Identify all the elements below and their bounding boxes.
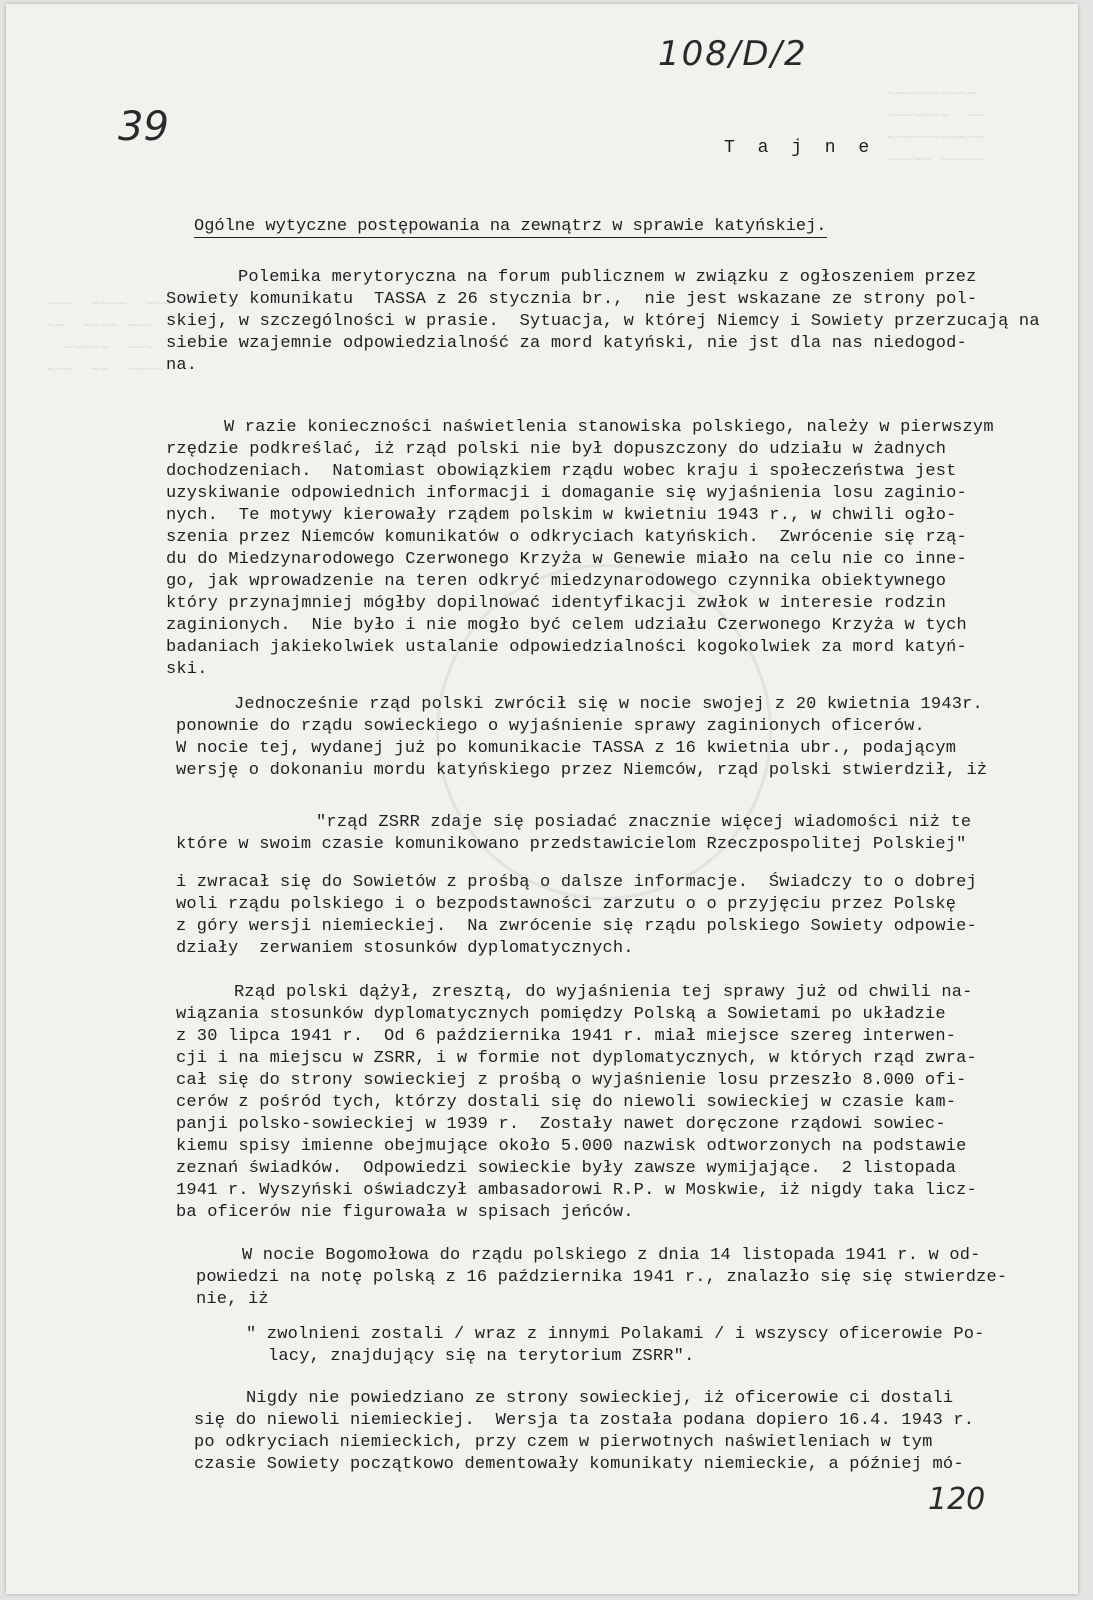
paragraph-line: W nocie Bogomołowa do rządu polskiego z dnia 14 listopada 1941 r. w od- bbox=[242, 1246, 981, 1265]
quotation-line: " zwolnieni zostali / wraz z innymi Polakami / i wszyscy oficerowie Po- bbox=[246, 1325, 985, 1344]
quotation-line: lacy, znajdujący się na terytorium ZSRR". bbox=[268, 1347, 695, 1366]
paragraph-line: du do Miedzynarodowego Czerwonego Krzyża w Genewie miało na celu nie co inne- bbox=[166, 550, 967, 569]
paragraph-line: Rząd polski dążył, zresztą, do wyjaśnienia tej sprawy już od chwili na- bbox=[234, 983, 973, 1002]
paragraph-line: na. bbox=[166, 356, 198, 375]
bleed-through-text: ~~~ ~~~~ ~~~ ~~ ~~~~ ~~~ ~~~~~ ~~~ ~~~ ~~ ~~~~ bbox=[46, 296, 173, 379]
paragraph-line: ba oficerów nie figurowała w spisach jeńców. bbox=[176, 1203, 634, 1222]
paragraph-line: 1941 r. Wyszyński oświadczył ambasadorowi R.P. w Moskwie, iż nigdy taka licz- bbox=[176, 1181, 977, 1200]
paragraph-line: badaniach jakiekolwiek ustalanie odpowiedzialności kogokolwiek za mord katyń- bbox=[166, 638, 967, 657]
quotation-line: "rząd ZSRR zdaje się posiadać znacznie więcej wiadomości niż te bbox=[316, 813, 972, 832]
paragraph-line: działy zerwaniem stosunków dyplomatycznych. bbox=[176, 939, 634, 958]
paragraph-line: Sowiety komunikatu TASSA z 26 stycznia br., nie jest wskazane ze strony pol- bbox=[166, 290, 978, 309]
paragraph-line: cał się do strony sowieckiej z prośbą o wyjaśnienie losu przeszło 8.000 ofi- bbox=[176, 1071, 967, 1090]
paragraph-line: z 30 lipca 1941 r. Od 6 października 1941 r. miał miejsce szereg interwen- bbox=[176, 1027, 957, 1046]
paragraph-line: cerów z pośród tych, którzy dostali się do niewoli sowieckiej w czasie kam- bbox=[176, 1093, 957, 1112]
paragraph-line: Polemika merytoryczna na forum publicznem w związku z ogłoszeniem przez bbox=[238, 268, 977, 287]
paragraph-line: nie, iż bbox=[196, 1290, 269, 1309]
paragraph-line: rzędzie podkreślać, iż rząd polski nie był dopuszczony do udziału w żadnych bbox=[166, 440, 947, 459]
paragraph-line: wiązania stosunków dyplomatycznych pomiędzy Polską a Sowietami po układzie bbox=[176, 1005, 946, 1024]
paragraph-line: W nocie tej, wydanej już po komunikacie TASSA z 16 kwietnia ubr., podającym bbox=[176, 739, 957, 758]
paragraph-line: czasie Sowiety początkowo dementowały komunikaty niemieckie, a później mó- bbox=[194, 1455, 964, 1474]
paragraph-line: wersję o dokonaniu mordu katyńskiego przez Niemców, rząd polski stwierdził, iż bbox=[176, 761, 988, 780]
paragraph-line: panji polsko-sowieckiej w 1939 r. Zostały nawet doręczone rządowi sowiec- bbox=[176, 1115, 946, 1134]
paragraph-line: kiemu spisy imienne obejmujące około 5.000 nazwisk odtworzonych na podstawie bbox=[176, 1137, 967, 1156]
paragraph-line: ski. bbox=[166, 660, 208, 679]
paragraph-line: szenia przez Niemców komunikatów o odkryciach katyńskich. Zwrócenie się rzą- bbox=[166, 528, 967, 547]
paragraph-line: W razie konieczności naświetlenia stanowiska polskiego, należy w pierwszym bbox=[224, 418, 994, 437]
paragraph-line: cji i na miejscu w ZSRR, i w formie not dyplomatycznych, w których rząd zwra- bbox=[176, 1049, 977, 1068]
classification-label: T a j n e bbox=[724, 138, 876, 158]
paragraph-line: z góry wersji niemieckiej. Na zwrócenie się rządu polskiego Sowiety odpowie- bbox=[176, 917, 977, 936]
document-page bbox=[6, 4, 1078, 1594]
document-title: Ogólne wytyczne postępowania na zewnątrz w sprawie katyńskiej. bbox=[194, 217, 827, 236]
paragraph-line: który przynajmniej mógłby dopilnować identyfikacji zwłok w interesie rodzin bbox=[166, 594, 947, 613]
paragraph-line: powiedzi na notę polską z 16 października 1941 r., znalazło się się stwierdze- bbox=[196, 1268, 1008, 1287]
paragraph-line: zeznań świadków. Odpowiedzi sowieckie były zawsze wymijające. 2 listopada bbox=[176, 1159, 957, 1178]
paragraph-line: zaginionych. Nie było i nie mogło być celem udziału Czerwonego Krzyża w tych bbox=[166, 616, 967, 635]
paragraph-line: Nigdy nie powiedziano ze strony sowieckiej, iż oficerowie ci dostali bbox=[246, 1389, 954, 1408]
paragraph-line: siebie wzajemnie odpowiedzialność za mord katyński, nie jst dla nas niedogod- bbox=[166, 334, 967, 353]
paragraph-line: i zwracał się do Sowietów z prośbą o dalsze informacje. Świadczy to o dobrej bbox=[176, 873, 977, 892]
paragraph-line: uzyskiwanie odpowiednich informacji i domaganie się wyjaśnienia losu zaginio- bbox=[166, 484, 967, 503]
page-number: 120 bbox=[928, 1482, 986, 1517]
paragraph-line: woli rządu polskiego i o bezpodstawności zarzutu o o przyjęciu przez Polskę bbox=[176, 895, 957, 914]
paragraph-line: dochodzeniach. Natomiast obowiązkiem rządu wobec kraju i społeczeństwa jest bbox=[166, 462, 957, 481]
paragraph-line: ponownie do rządu sowieckiego o wyjaśnienie sprawy zaginionych oficerów. bbox=[176, 717, 925, 736]
paragraph-line: nych. Te motywy kierowały rządem polskim w kwietniu 1943 r., w chwili ogło- bbox=[166, 506, 957, 525]
bleed-through-text: ~~~~~~~~~~ ~~~~~~~ ~~ ~~~~~~~~~~~ ~~~~~ ~~~~~ bbox=[886, 86, 986, 169]
paragraph-line: go, jak wprowadzenie na teren odkryć miedzynarodowego czynnika obiektywnego bbox=[166, 572, 947, 591]
paragraph-line: się do niewoli niemieckiej. Wersja ta została podana dopiero 16.4. 1943 r. bbox=[194, 1411, 975, 1430]
archive-reference: 108/D/2 bbox=[658, 34, 808, 74]
paragraph-line: po odkryciach niemieckich, przy czem w pierwotnych naświetleniach w tym bbox=[194, 1433, 933, 1452]
folio-mark: 39 bbox=[118, 104, 169, 150]
quotation-line: które w swoim czasie komunikowano przedstawicielom Rzeczpospolitej Polskiej" bbox=[176, 835, 967, 854]
paragraph-line: skiej, w szczególności w prasie. Sytuacja, w której Niemcy i Sowiety przerzucają na bbox=[166, 312, 1040, 331]
paragraph-line: Jednocześnie rząd polski zwrócił się w nocie swojej z 20 kwietnia 1943r. bbox=[234, 695, 983, 714]
